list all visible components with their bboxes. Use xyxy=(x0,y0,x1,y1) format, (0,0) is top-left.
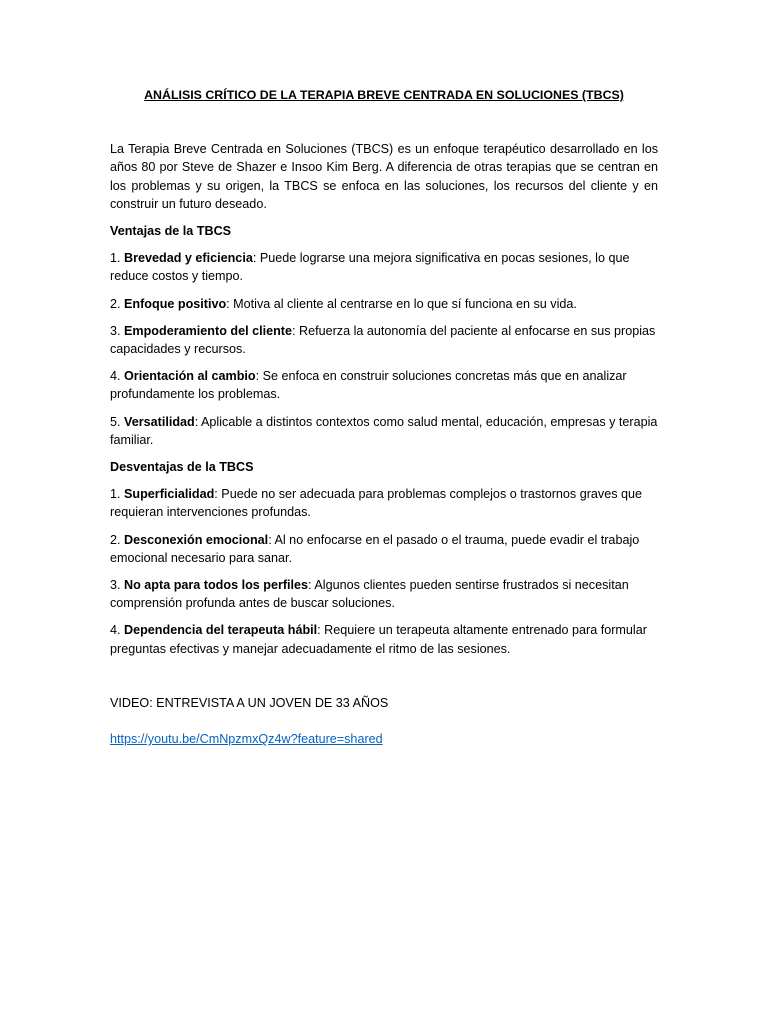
intro-paragraph: La Terapia Breve Centrada en Soluciones (TBCS) es un enfoque terapéutico desarrollado en los años 80 por Steve de Shazer e Insoo Kim Berg. A diferencia de otras terapias que se centran en los problemas y su origen, la TBCS se enfoca en las soluciones, los recursos del cliente y en construir un futuro deseado. xyxy=(110,142,658,211)
item-number: 1. xyxy=(110,251,125,266)
advantage-item xyxy=(110,249,658,285)
item-number: 1. xyxy=(110,487,125,502)
disadvantages-heading: Desventajas de la TBCS xyxy=(110,460,254,475)
disadvantage-item xyxy=(110,485,658,521)
item-number: 2. xyxy=(110,296,125,311)
item-number: 2. xyxy=(110,532,125,547)
item-text: : Refuerza la autonomía del paciente al enfocarse en sus propias capacidades y recursos. xyxy=(110,323,656,357)
item-number: 4. xyxy=(110,623,125,638)
disadvantage-item xyxy=(110,621,658,657)
item-text: : Aplicable a distintos contextos como salud mental, educación, empresas y terapia familiar. xyxy=(110,414,658,447)
item-text: : Requiere un terapeuta altamente entrenado para formular preguntas efectivas y manejar adecuadamente el ritmo de las sesiones. xyxy=(110,623,647,656)
item-number: 4. xyxy=(110,369,125,384)
advantages-heading: Ventajas de la TBCS xyxy=(110,224,232,239)
disadvantage-item xyxy=(110,531,658,567)
document-page xyxy=(110,86,658,748)
item-term: Enfoque positivo xyxy=(124,296,227,311)
item-text: : Puede no ser adecuada para problemas complejos o trastornos graves que requieran intervenciones profundas. xyxy=(110,487,643,520)
item-text: : Algunos clientes pueden sentirse frustrados si necesitan comprensión profunda antes de buscar soluciones. xyxy=(110,578,629,611)
advantage-item xyxy=(110,322,658,358)
document-title: ANÁLISIS CRÍTICO DE LA TERAPIA BREVE CENTRADA EN SOLUCIONES (TBCS) xyxy=(144,88,624,102)
item-term: Orientación al cambio xyxy=(124,369,256,384)
item-term: No apta para todos los perfiles xyxy=(124,578,309,593)
item-number: 3. xyxy=(110,578,125,593)
video-label: VIDEO: ENTREVISTA A UN JOVEN DE 33 AÑOS xyxy=(110,695,389,710)
item-term: Brevedad y eficiencia xyxy=(124,251,253,266)
item-term: Dependencia del terapeuta hábil xyxy=(124,623,318,638)
item-text: : Se enfoca en construir soluciones concretas más que en analizar profundamente los problemas. xyxy=(110,369,627,402)
item-term: Superficialidad xyxy=(124,487,215,502)
item-term: Versatilidad xyxy=(124,414,195,429)
disadvantage-item xyxy=(110,576,658,612)
advantage-item xyxy=(110,367,658,403)
video-link[interactable]: https://youtu.be/CmNpzmxQz4w?feature=shared xyxy=(110,732,383,747)
item-term: Desconexión emocional xyxy=(124,532,269,547)
advantage-item xyxy=(110,413,658,449)
item-number: 5. xyxy=(110,414,125,429)
item-number: 3. xyxy=(110,323,125,338)
advantage-item xyxy=(110,295,658,313)
item-text: : Al no enfocarse en el pasado o el trauma, puede evadir el trabajo emocional necesario para sanar. xyxy=(110,532,640,565)
item-term: Empoderamiento del cliente xyxy=(124,323,292,338)
item-text: : Puede lograrse una mejora significativa en pocas sesiones, lo que reduce costos y tiempo. xyxy=(110,251,630,284)
item-text: : Motiva al cliente al centrarse en lo que sí funciona en su vida. xyxy=(226,296,577,311)
